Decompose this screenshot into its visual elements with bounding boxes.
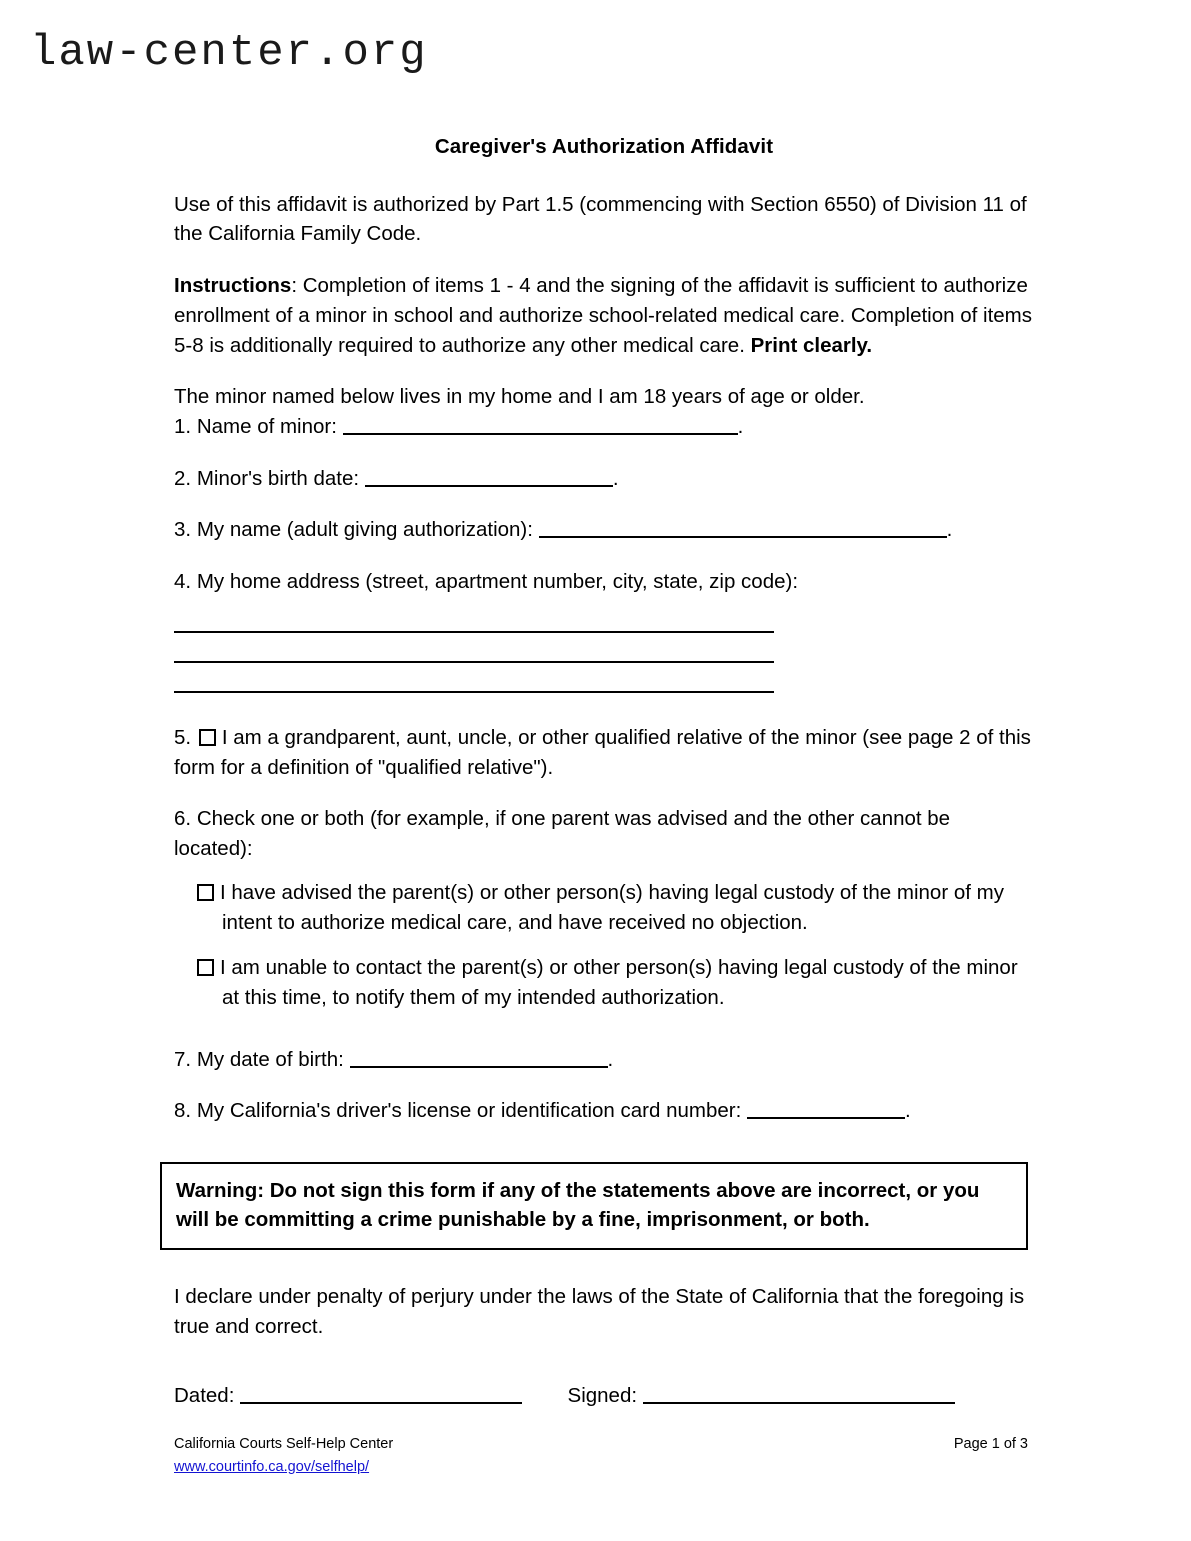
item-6-option-b-text: I am unable to contact the parent(s) or other person(s) having legal custody of the minor at this time, to notify them of my intended authorization. <box>220 956 1018 1009</box>
form-item-4 <box>174 567 1034 693</box>
item-1-label: Name of minor: <box>196 415 337 439</box>
item-6-option-a-checkbox[interactable] <box>197 884 214 901</box>
item-4-address-line-3[interactable] <box>174 663 774 693</box>
item-6-option-b <box>174 953 1034 1012</box>
item-4-address-lines <box>174 603 1034 693</box>
form-item-2 <box>174 464 1034 494</box>
item-7-number: 7. <box>174 1047 192 1071</box>
dated-label: Dated: <box>174 1384 235 1408</box>
instructions-emphasis: Print clearly. <box>750 333 873 357</box>
item-1-number: 1. <box>174 415 192 439</box>
item-4-address-line-2[interactable] <box>174 633 774 663</box>
signed-label: Signed: <box>567 1384 638 1408</box>
item-4-label: My home address (street, apartment number, city, state, zip code): <box>196 570 799 594</box>
instructions-body: : Completion of items 1 - 4 and the signing of the affidavit is sufficient to authorize enrollment of a minor in school and authorize school-related medical care. Completion of items 5-8 is additionally required to authorize any other medical care. <box>174 274 1033 357</box>
item-2-input-line[interactable] <box>365 465 613 486</box>
form-item-7 <box>174 1045 1034 1075</box>
item-4-address-line-1[interactable] <box>174 603 774 633</box>
item-8-number: 8. <box>174 1099 192 1123</box>
form-item-8 <box>174 1096 1034 1126</box>
form-item-3 <box>174 515 1034 545</box>
item-5-text-line-1: I am a grandparent, aunt, uncle, or other qualified relative of the minor <box>221 725 857 749</box>
item-7-input-line[interactable] <box>350 1046 608 1067</box>
item-3-period: . <box>946 518 953 542</box>
form-item-6 <box>174 804 1034 863</box>
footer-page-indicator: Page 1 of 3 <box>953 1436 1028 1452</box>
item-6-number: 6. <box>174 807 192 831</box>
document-body <box>174 132 1034 1126</box>
dated-input-line[interactable] <box>240 1383 522 1404</box>
signed-input-line[interactable] <box>643 1383 955 1404</box>
footer-left <box>174 1434 393 1479</box>
item-2-number: 2. <box>174 466 192 490</box>
residency-statement: The minor named below lives in my home and I am 18 years of age or older. <box>174 385 865 409</box>
warning-box: Warning: Do not sign this form if any of the statements above are incorrect, or you will be committing a crime punishable by a fine, imprisonment, or both. <box>160 1162 1028 1250</box>
item-6-text: Check one or both (for example, if one parent was advised and the other cannot be located): <box>174 807 951 861</box>
item-3-number: 3. <box>174 518 192 542</box>
form-item-5 <box>174 723 1034 782</box>
instructions-paragraph <box>174 271 1034 360</box>
item-4-number: 4. <box>174 570 192 594</box>
item-5-number: 5. <box>174 725 192 749</box>
footer-row <box>174 1434 1028 1479</box>
footer-url-link[interactable]: www.courtinfo.ca.gov/selfhelp/ <box>174 1458 370 1475</box>
item-6-option-b-checkbox[interactable] <box>197 959 214 976</box>
perjury-declaration: I declare under penalty of perjury under the laws of the State of California that the foregoing is true and correct. <box>174 1285 1025 1338</box>
item-3-input-line[interactable] <box>539 517 947 538</box>
item-6-option-a-text: I have advised the parent(s) or other person(s) having legal custody of the minor of my intent to authorize medical care, and have received no objection. <box>220 880 1004 934</box>
page-footer <box>174 1434 1028 1479</box>
item-8-input-line[interactable] <box>747 1098 905 1119</box>
authorization-paragraph: Use of this affidavit is authorized by Part 1.5 (commencing with Section 6550) of Division 11 of the California Family Code. <box>174 192 1027 246</box>
footer-organization: California Courts Self-Help Center <box>174 1436 394 1452</box>
item-8-period: . <box>904 1099 911 1123</box>
item-1-input-line[interactable] <box>343 414 738 435</box>
item-5-text-line-2: (see page 2 of this form for a definition of "qualified relative"). <box>174 725 1031 779</box>
site-watermark-header: law-center.org <box>30 28 428 78</box>
item-5-checkbox[interactable] <box>199 729 216 746</box>
form-item-1 <box>174 412 1034 442</box>
item-7-period: . <box>607 1047 614 1071</box>
signature-row <box>174 1381 1034 1411</box>
closing-section <box>174 1282 1034 1411</box>
item-2-period: . <box>612 466 619 490</box>
item-1-period: . <box>737 415 744 439</box>
form-title: Caregiver's Authorization Affidavit <box>434 135 774 158</box>
item-2-label: Minor's birth date: <box>196 466 360 490</box>
item-6-option-a <box>174 878 1034 937</box>
instructions-label: Instructions <box>174 274 292 298</box>
item-3-label: My name (adult giving authorization): <box>196 518 533 542</box>
item-7-label: My date of birth: <box>196 1047 344 1071</box>
item-8-label: My California's driver's license or identification card number: <box>196 1099 742 1123</box>
